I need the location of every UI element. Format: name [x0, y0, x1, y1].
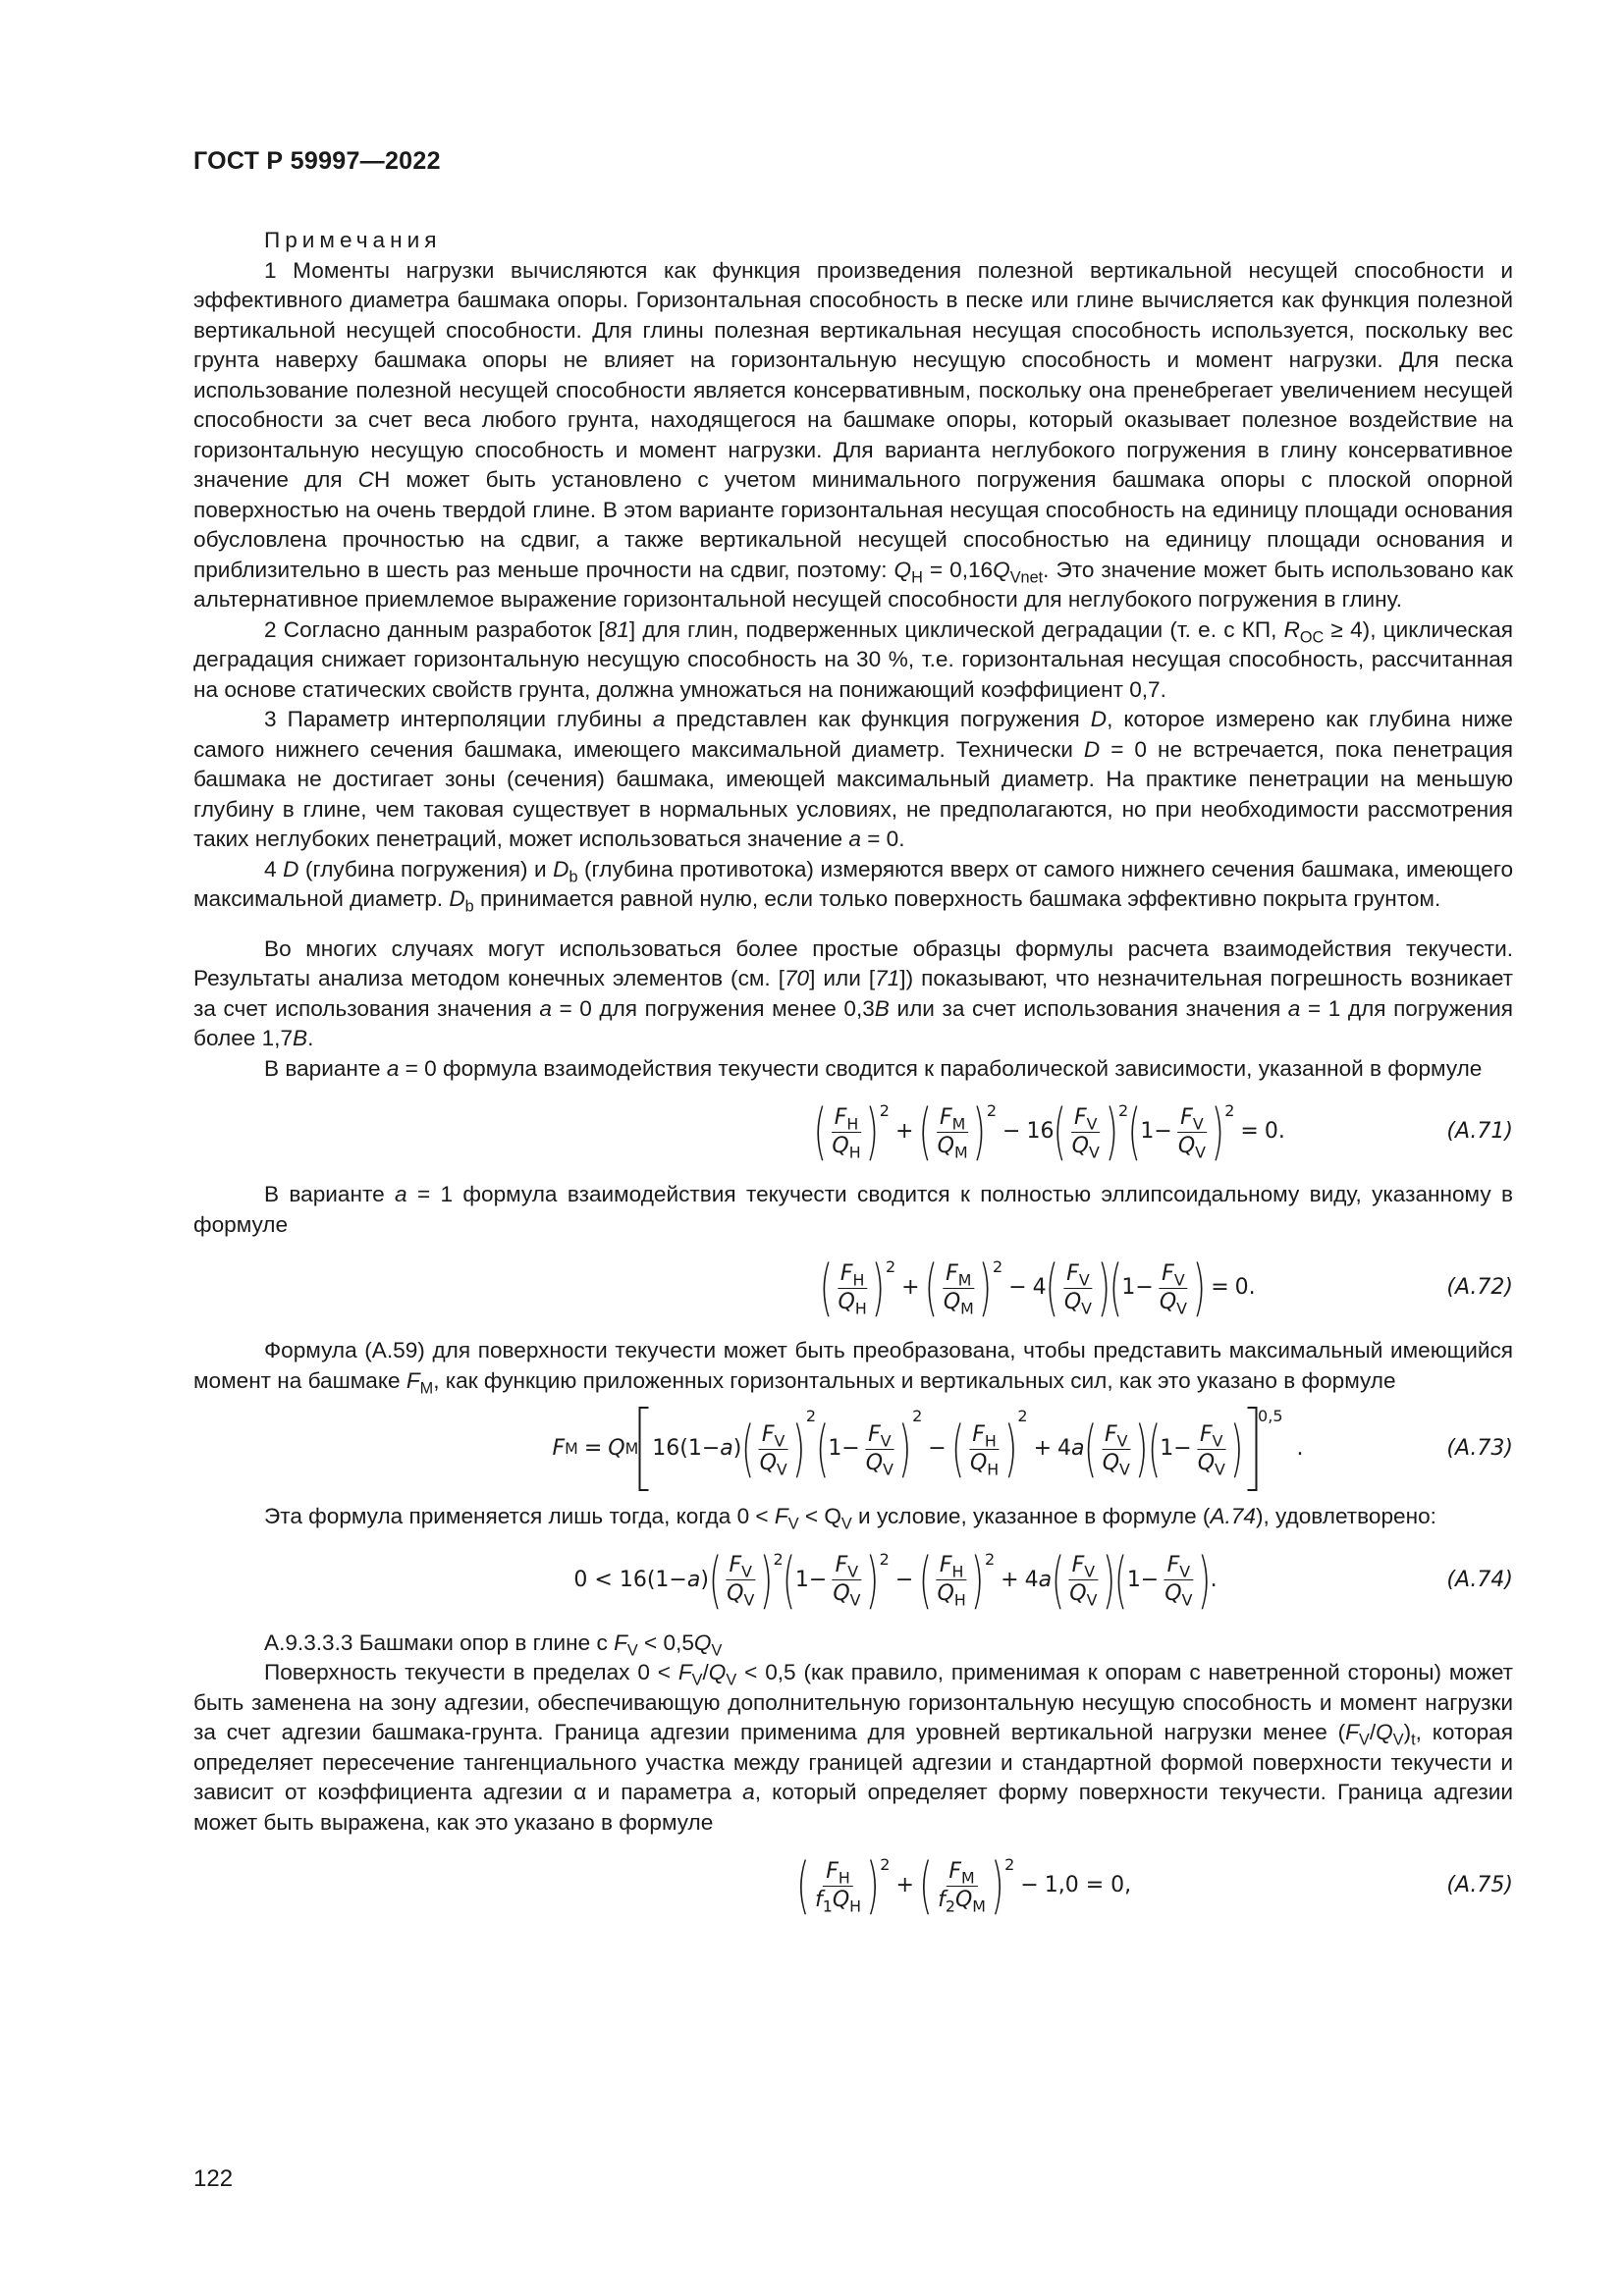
bracket-left: [638, 1407, 648, 1491]
equation-a71-body: ( $\frac{F_H}{Q_H}$ ) 2 + ( $\frac{F_M}{Q_M}$ ) 2 − 16 ( $\frac{F_V}{Q_V}$ ) 2 ( 1− $\frac{F_V}{Q_V}$ ) 2 = 0.: [813, 1095, 1285, 1167]
paragraph-simpler-formulas: Во многих случаях могут использоваться более простые образцы формулы расчета взаимодействия текучести. Результаты анализа методом конечных элементов (см. [70] или [71]) показывают, что незначительная погрешность возникает за счет использования значения a = 0 для погружения менее 0,3B или за счет использования значения a = 1 для погружения более 1,7B.: [193, 935, 1513, 1050]
note-1: 1 Моменты нагрузки вычисляются как функция произведения полезной вертикальной несущей способности и эффективного диаметра башмака опоры. Горизонтальная способность в песке или глине вычисляется как функция полезной вертикальной несущей способности. Для глины полезная вертикальная несущая способность используется, поскольку вес грунта наверху башмака опоры не влияет на горизонтальную несущую способность и момент нагрузки. Для песка использование полезной несущей способности является консервативным, поскольку она пренебрегает увеличением несущей способности за счет веса любого грунта, находящегося на башмаке опоры, который оказывает полезное воздействие на горизонтальную несущую способность и момент нагрузки. Для варианта неглубокого погружения в глину консервативное значение для CH может быть установлено с учетом минимального погружения башмака опоры с плоской опорной поверхностью на очень твердой глине. В этом варианте горизонтальная несущая способность на единицу площади основания обусловлена прочностью на сдвиг, а также вертикальной несущей способностью на единицу площади основания и приблизительно в шесть раз меньше прочности на сдвиг, поэтому: $Q_H = 0,16Q_{Vnet}$. Это значение может быть использовано как альтернативное приемлемое выражение горизонтальной несущей способности для неглубокого погружения в глину.: [193, 257, 1514, 612]
equation-a71: [193, 1086, 1513, 1178]
page-content: [193, 226, 1513, 1934]
equation-number-a74: (A.74): [1446, 1567, 1513, 1592]
notes-title: Примечания: [264, 228, 442, 252]
bracket-right: [1247, 1407, 1257, 1491]
page-number: 122: [193, 2165, 234, 2192]
equation-a74-body: 0 < 16(1− a ) ( $\frac{F_V}{Q_V}$ ) 2 ( 1− $\frac{F_V}{Q_V}$ ) 2 − ( $\frac{F_H}{Q_H}$ ) 2 + 4 a ( $\frac{F_V}{Q_V}$ ) ( 1− $\frac{F_V}{Q_V}$ ) .: [573, 1543, 1218, 1616]
equation-number-a72: (A.72): [1446, 1274, 1513, 1300]
document-header: ГОСТ Р 59997—2022: [193, 147, 441, 175]
equation-a72: [193, 1242, 1513, 1334]
equation-a75-body: ( $\frac{F_H}{f_1Q_H}$ ) 2 + ( $\frac{F_M}{f_2Q_M}$ ) 2 − 1,0 = 0,: [796, 1849, 1132, 1921]
equation-a73-body: F M = Q M 16(1− a ) ( $\frac{F_V}{Q_V}$ ) 2 ( 1− $\frac{F_V}{Q_V}$ ) 2 − ( $\frac{F_H}{Q_H}$ ) 2 + 4 a ( $\frac{F_V}{Q_V}$ ) ( 1− $\frac{F_V}{Q_V}$ ) 0,5 .: [553, 1407, 1304, 1491]
note-2: 2 Согласно данным разработок [81] для глин, подверженных циклической деградации (т. е. с КП, $R_{OC} \ge 4$), циклическая деградация снижает горизонтальную несущую способность на 30 %, т.е. горизонтальная несущая способность, рассчитанная на основе статических свойств грунта, должна умножаться на понижающий коэффициент 0,7.: [193, 616, 1513, 702]
paragraph-a-zero: В варианте a = 0 формула взаимодействия текучести сводится к параболической зависимости, указанной в формуле: [264, 1055, 1483, 1081]
equation-number-a75: (A.75): [1446, 1872, 1513, 1897]
note-4: 4 D (глубина погружения) и $D_b$ (глубина противотока) измеряются вверх от самого нижнего сечения башмака, имеющего максимальной диаметр. $D_b$ принимается равной нулю, если только поверхность башмака эффективно покрыта грунтом.: [193, 856, 1514, 916]
paragraph-condition: Эта формула применяется лишь тогда, когда $0 < F_V < Q_V$ и условие, указанное в формуле (A.74), удовлетворено:: [264, 1504, 1436, 1533]
equation-a73: [193, 1398, 1513, 1500]
equation-a72-body: ( $\frac{F_H}{Q_H}$ ) 2 + ( $\frac{F_M}{Q_M}$ ) 2 − 4 ( $\frac{F_V}{Q_V}$ ) ( 1− $\frac{F_V}{Q_V}$ ) = 0.: [819, 1252, 1256, 1323]
note-3: 3 Параметр интерполяции глубины a представлен как функция погружения D, которое измерено как глубина ниже самого нижнего сечения башмака, имеющего максимальной диаметр. Технически D = 0 не встречается, пока пенетрация башмака не достигает зоны (сечения) башмака, имеющей максимальный диаметр. На практике пенетрации на меньшую глубину в глине, чем таковая существует в нормальных условиях, не предполагаются, но при необходимости рассмотрения таких неглубоких пенетраций, может использоваться значение a = 0.: [193, 707, 1513, 851]
equation-number-a73: (A.73): [1446, 1435, 1513, 1461]
section-heading-a9333: А.9.3.3.3 Башмаки опор в глине с $F_V < 0,5Q_V$: [264, 1629, 723, 1660]
equation-a74: [193, 1534, 1513, 1627]
paragraph-adhesion: Поверхность текучести в пределах $0 < F_V/Q_V < 0,5$ (как правило, применимая к опорам с наветренной стороны) может быть заменена на зону адгезии, обеспечивающую дополнительную горизонтальную несущую способность и момент нагрузки за счет адгезии башмака-грунта. Граница адгезии применима для уровней вертикальной нагрузки менее $(F_V/Q_V)_t$, которая определяет пересечение тангенциального участка между границей адгезии и стандартной формой поверхности текучести и зависит от коэффициента адгезии α и параметра a, который определяет форму поверхности текучести. Граница адгезии может быть выражена, как это указано в формуле: [193, 1660, 1514, 1835]
equation-number-a71: (A.71): [1446, 1118, 1513, 1144]
equation-a75: [193, 1840, 1513, 1932]
paragraph-a-one: В варианте a = 1 формула взаимодействия текучести сводится к полностью эллипсоидальному виду, указанному в формуле: [193, 1182, 1513, 1237]
paragraph-formula-a59: Формула (А.59) для поверхности текучести может быть преобразована, чтобы представить максимальный имеющийся момент на башмаке $F_M$, как функцию приложенных горизонтальных и вертикальных сил, как это указано в формуле: [193, 1338, 1513, 1398]
